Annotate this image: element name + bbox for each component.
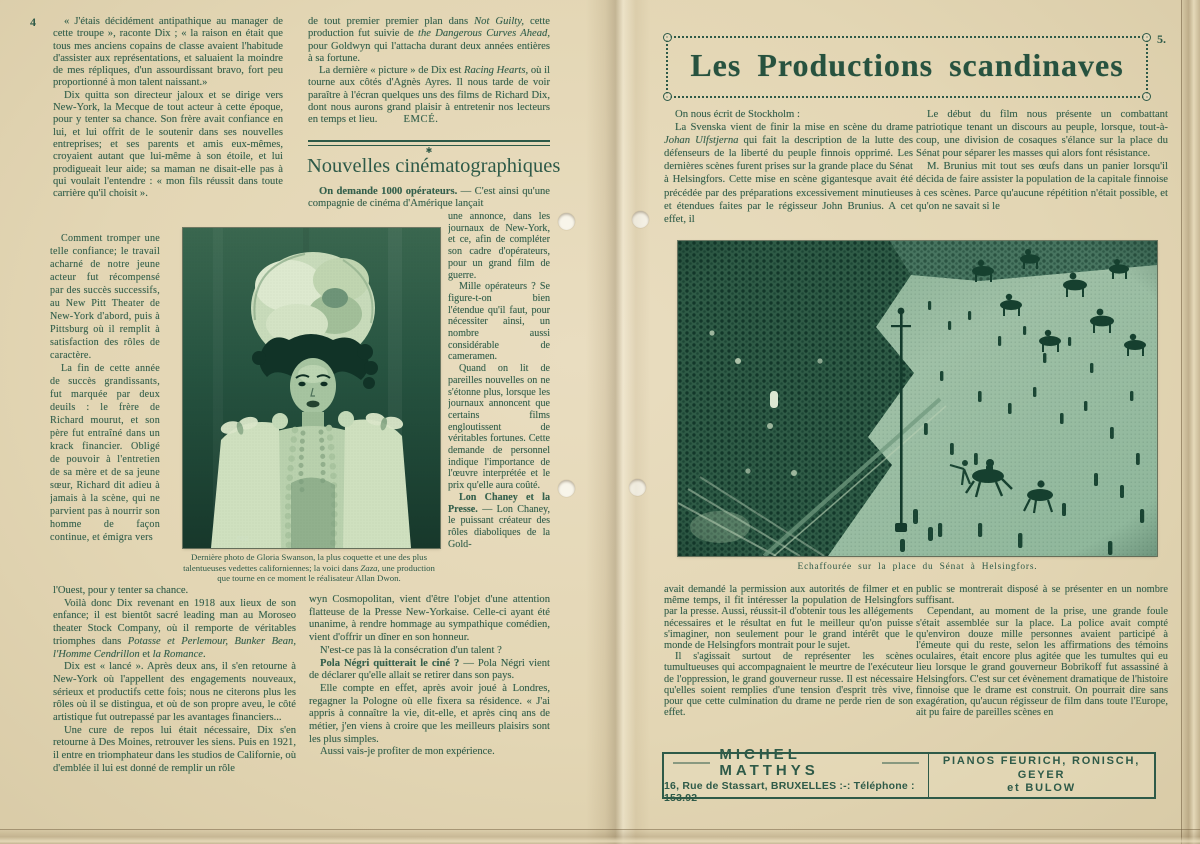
- right-col1-top: [664, 108, 913, 226]
- caption-text: Dernière photo de Gloria Swanson, la plus coquette et une des plus talentueuses vedettes californiennes; la voici dans: [183, 552, 427, 573]
- right-col2-top: [916, 108, 1168, 213]
- paragraph: une annonce, dans les journaux de New-York, et ce, afin de compléter son cadre d'opérateurs, pour un grand film de guerre.: [448, 211, 550, 281]
- paragraph: Mille opérateurs ? Se figure-t-on bien l'étendue qu'il faut, pour nécessiter ainsi, un nombre aussi considérable de cameramen.: [448, 281, 550, 363]
- article-title: Les Productions scandinaves: [690, 47, 1124, 83]
- riot-photo-caption: Echaffourée sur la place du Sénat à Helsingfors.: [797, 562, 1038, 572]
- news-item-wide-start: [308, 186, 550, 211]
- paragraph: Pola Négri quitterait le ciné ? — Pola Négri vient de déclarer qu'elle allait se retirer dans son pays.: [309, 657, 550, 682]
- paragraph: avait demandé la permission aux autorités de filmer et en même temps, il fit intéresser la population de Helsingfors par la presse. Aussi, réussit-il d'obtenir tous les allégements nécessaires et le résultat en fut le meilleur qu'on puisse s'imaginer, non seulement pour le grand intérêt que le monde de Helsingfors montrait pour le sujet.: [664, 584, 913, 652]
- ad-piano-brands: PIANOS FEURICH, RONISCH, GEYER: [942, 755, 1141, 781]
- left-page-number: 4: [30, 15, 36, 29]
- paragraph: de tout premier premier plan dans Not Guilty, cette production fut suivie de the Dangerous Curves Ahead, pour Goldwyn qui l'attacha durant deux années entières à sa fortune.: [308, 16, 550, 64]
- advertisement-box: [662, 746, 1156, 804]
- left-col2-bottom: [309, 594, 550, 759]
- right-page-number: 5.: [1157, 32, 1166, 46]
- page-edge-right: [1181, 0, 1200, 844]
- ad-address: 16, Rue de Stassart, BRUXELLES :-: Téléphone : 153.92: [664, 780, 915, 804]
- gloria-swanson-photo: [183, 228, 440, 548]
- paragraph: Voilà donc Dix revenant en 1918 aux lieux de son enfance; il est bientôt sacré leading man au Moroseo theater Stock Company, où il remporte de véritables triomphes dans Potasse et Perlemour, Bunker Bean, l'Homme Cendrillon et la Romance.: [53, 597, 296, 660]
- corner-circle-ornament: [1142, 33, 1151, 42]
- paragraph: Il s'agissait surtout de représenter les scènes tumultueuses qui accompagnaient le meurtre de l'exécuteur de l'oppression, le grand gouverneur russe. Il est nécessaire qu'elles soient remplies d'une tension d'esprit très vive, pour que cette culmination du drame ne perde rien de son effet.: [664, 651, 913, 719]
- paragraph: Lon Chaney et la Presse. — Lon Chaney, le puissant créateur des rôles diaboliques de la Gold-: [448, 491, 550, 549]
- page-edge-bottom: [0, 829, 1200, 844]
- paragraph: Aussi vais-je profiter de mon expérience.: [320, 746, 495, 758]
- portrait-illustration: [183, 228, 440, 548]
- left-col2-narrow: [448, 211, 550, 549]
- punch-hole: [558, 480, 575, 497]
- news-lead: Pola Négri quitterait le ciné ?: [320, 657, 460, 669]
- paragraph: Quand on lit de pareilles nouvelles on ne s'étonne plus, lorsque les journaux annoncent que certains films engloutissent de véritables fortunes. Cette demande de personnel indique l'importance de l'œuvre interprétée et le prix qu'elle aura coûté.: [448, 363, 550, 492]
- paragraph: La fin de cette année de succès grandissants, fut marquée par deux deuils : le frère de Richard mourut, et son père fut entraîné dans un krack financier. Obligé de pouvoir à l'entretien de sa mère et de sa jeune sœur, Richard dit adieu à jamais à la scène, qui ne parvient pas à nourrir son homme de façon continue, et émigra vers: [50, 363, 160, 543]
- paragraph: public se montrerait disposé à se présenter en un nombre suffisant.: [916, 584, 1168, 607]
- punch-hole: [632, 211, 649, 228]
- paragraph: Le début du film nous présente un combattant patriotique tenant un discours au peuple, lorsque, tout-à-coup, une division de cosaques s'élance sur la place du Sénat pour séparer les masses qui alors font résistance.: [916, 108, 1168, 160]
- crowd-scene-illustration: [678, 241, 1157, 556]
- swanson-photo-caption: [176, 552, 442, 584]
- ad-title-row: [664, 747, 928, 779]
- ad-piano-brands-2: et BULOW: [1007, 782, 1076, 795]
- paragraph: Elle compte en effet, après avoir joué à Londres, regagner la Pologne où elle fixera sa résidence. « J'ai appris à connaître la vie, dit-elle, et après cinq ans de métier, j'en viens à croire que les meilleurs plaisirs sont les plus simples.: [309, 682, 550, 745]
- section-heading: Nouvelles cinématographiques: [307, 155, 561, 177]
- divider-ornament: ✱: [425, 146, 433, 155]
- center-fold-crease: [586, 0, 650, 844]
- photo-negative-number: 668: [237, 536, 249, 543]
- paragraph: M. Brunius mit tout ses œufs dans un panier lorsqu'il décida de faire assister la population de la capitale finnoise à ces scènes. Parce qu'aucune répétition n'était possible, et qu'on ne savait si le: [916, 160, 1168, 212]
- punch-hole: [629, 479, 646, 496]
- paragraph: Dix quitta son directeur jaloux et se dirige vers New-York, la Mecque de tout acteur à cette époque, pour y tenter sa chance. Son frère avait confiance en lui, et lui offrit de le soutenir dans ses nouvelles entreprises; et ses parents et amis eux-mêmes, croyaient autant que lui-même à son étoile, et lui prodigueait leur aide; sa maman ne disait-elle pas à qui voulait l'entendre : « mon fils réussit dans toute carrière qu'il choisit ».: [53, 89, 283, 200]
- paragraph: Cependant, au moment de la prise, une grande foule s'était assemblée sur la place. La police avait compté qu'environ douze mille personnes avaient participé à l'émeute qui du reste, selon les affirmations des témoins oculaires, était encore plus agitée que les tumultes qui eu lieu lorsque le grand gouverneur Bobrikoff fut assassiné à Helsingfors. C'est sur cet évènement dramatique de l'histoire finnoise que le drame est construit. On pourrait dire sans exagération, qu'aucun régisseur de film dans toute l'Europe, ait pu faire de pareilles scènes en: [916, 606, 1168, 719]
- left-col2-top: [308, 16, 550, 127]
- helsingfors-riot-photo: [678, 241, 1157, 556]
- caption-film-title: Zaza,: [360, 562, 380, 573]
- ad-michel-matthys: [664, 746, 928, 804]
- left-col1-top: [53, 16, 283, 200]
- paragraph: La dernière « picture » de Dix est Racing Hearts, où il tourne aux côtés d'Agnès Ayres. Il nous tarde de voir paraître à l'écran quelques uns des films de Richard Dix, dont nous aurons grand plaisir à entretenir nos lecteurs en temps et lieu. EMCÉ.: [308, 65, 550, 126]
- ad-pianos: [928, 754, 1154, 797]
- news-lead: On demande 1000 opérateurs.: [319, 186, 458, 197]
- news-lead: Lon Chaney et la Presse.: [448, 491, 550, 515]
- punch-hole: [558, 213, 575, 230]
- paragraph: Comment tromper une telle confiance; le travail acharné de notre jeune acteur fut récompensé par des succès successifs, au New Pitt Theater de New-York d'abord, puis à Pittsburg où il remplit à satisfaction des rôles de caractère.: [50, 233, 160, 361]
- corner-circle-ornament: [663, 92, 672, 101]
- corner-circle-ornament: [663, 33, 672, 42]
- rule-dash: [673, 762, 710, 764]
- left-col1-narrow: [50, 232, 160, 578]
- paragraph: Une cure de repos lui était nécessaire, Dix s'en retourne à Des Moines, retrouver les siens. Puis en 1921, il entre en triomphateur dans les studios de Californie, où d'emblée il lui est donné de remplir un rôle: [53, 724, 297, 774]
- left-col1-bottom: [53, 585, 296, 776]
- right-col2-bottom: [916, 584, 1168, 748]
- paragraph: wyn Cosmopolitan, vient d'être l'objet d'une attention flatteuse de la Presse New-Yorkaise. Celle-ci ayant été unanime, à rendre hommage au sympathique comédien, vient d'offrir un dîner en son honneur.: [309, 594, 550, 644]
- paragraph: Dix est « lancé ». Après deux ans, il s'en retourne à New-York où l'appellent des engagements nouveaux, sérieux et productifs cette fois; nous ne citerons plus les rôles où il se distingua, et où de son propre aveu, le côté artistique fut outrepassé par les avantages financiers...: [53, 661, 296, 724]
- corner-circle-ornament: [1142, 92, 1151, 101]
- paragraph: On demande 1000 opérateurs. — C'est ainsi qu'une compagnie de cinéma d'Amérique lançait: [308, 186, 550, 210]
- article-title-box: [666, 36, 1148, 98]
- ad-company-name: MICHEL MATTHYS: [719, 746, 819, 779]
- paragraph: N'est-ce pas là la consécration d'un talent ?: [320, 644, 502, 656]
- author-signature: EMCÉ.: [403, 114, 439, 126]
- paragraph: On nous écrit de Stockholm :: [675, 108, 800, 120]
- paragraph: l'Ouest, pour y tenter sa chance.: [53, 585, 189, 596]
- paragraph: La Svenska vient de finir la mise en scène du drame Johan Ulfstjerna qui fait la description de la lutte des défenseurs de la liberté du peuple finnois opprimé. Les dernières scènes furent prises sur la grande place du Sénat à Helsingfors. Cette mise en scène gigantesque avait été précédée par des préparations excessivement minutieuses et étendues faites par le régisseur John Brunius. A cet effet, il: [664, 121, 913, 225]
- caption-text: une production que tourne en ce moment le réalisateur Allan Dwon.: [217, 562, 435, 584]
- right-col1-bottom: [664, 584, 913, 748]
- rule-dash: [882, 762, 919, 764]
- paragraph: « J'étais décidément antipathique au manager de cette troupe », raconte Dix ; « la raison en était que tous mes anciens copains de classe avaient l'habitude d'assister aux représentations, et saluaient la moindre de mes répliques, d'un assourdissant bravo, fort peu proportionné à mon talent naissant.»: [53, 16, 283, 89]
